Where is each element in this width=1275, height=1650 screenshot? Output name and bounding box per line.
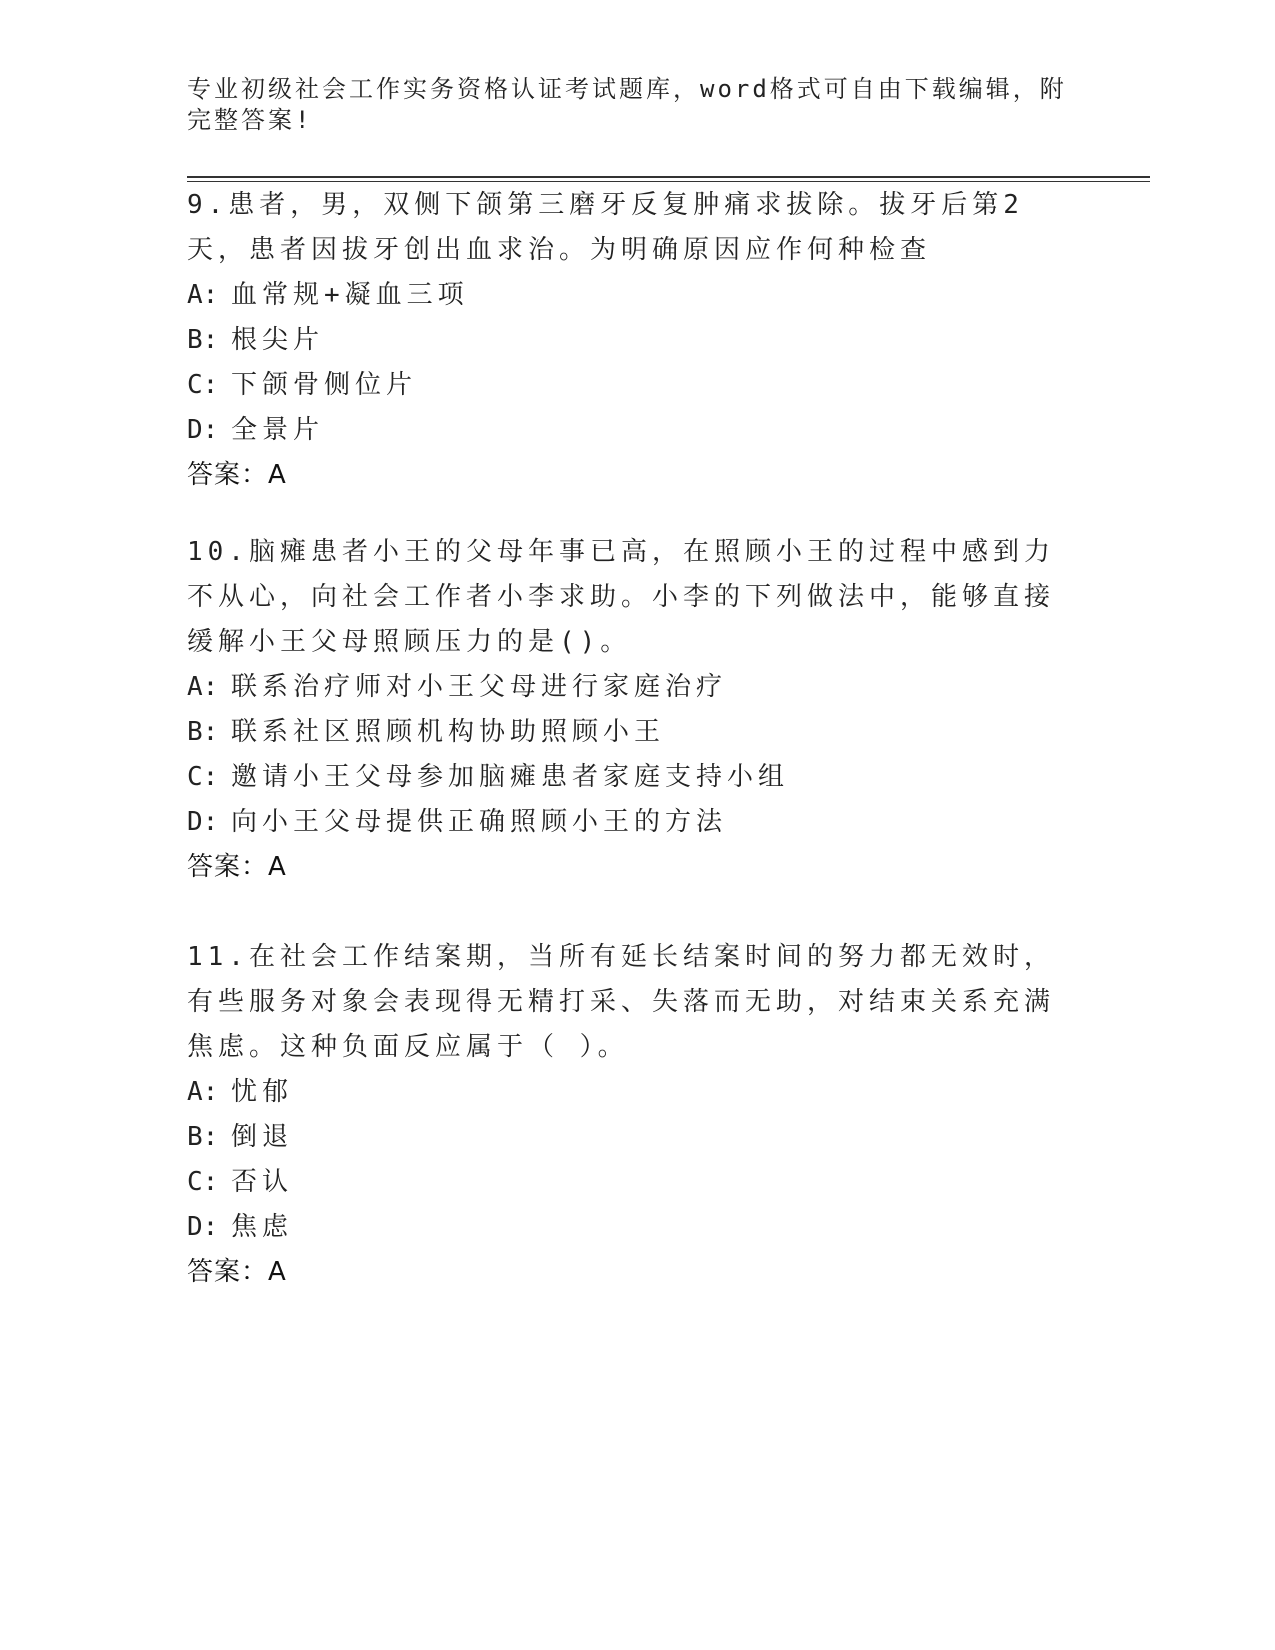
option-c xyxy=(187,363,1067,408)
option-key: D: xyxy=(187,807,219,837)
header-divider-thin xyxy=(187,181,1150,182)
question-stem: 10.脑瘫患者小王的父母年事已高，在照顾小王的过程中感到力不从心，向社会工作者小李求助。小李的下列做法中，能够直接缓解小王父母照顾压力的是()。 xyxy=(187,537,1056,657)
option-text: 倒退 xyxy=(231,1122,294,1152)
question-11 xyxy=(187,935,1067,1295)
option-key: C: xyxy=(187,1167,219,1197)
option-text: 下颌骨侧位片 xyxy=(231,370,418,400)
option-text: 向小王父母提供正确照顾小王的方法 xyxy=(231,807,728,837)
option-text: 联系治疗师对小王父母进行家庭治疗 xyxy=(231,672,728,702)
option-key: A: xyxy=(187,1077,219,1107)
option-text: 忧郁 xyxy=(231,1077,294,1107)
option-text: 焦虑 xyxy=(231,1212,294,1242)
option-key: B: xyxy=(187,717,219,747)
option-a xyxy=(187,273,1067,318)
option-key: A: xyxy=(187,280,219,310)
answer-line: 答案：A xyxy=(187,852,287,882)
option-key: B: xyxy=(187,325,219,355)
option-key: C: xyxy=(187,370,219,400)
question-9 xyxy=(187,183,1067,498)
option-key: D: xyxy=(187,415,219,445)
option-d xyxy=(187,408,1067,453)
option-text: 全景片 xyxy=(231,415,325,445)
option-text: 邀请小王父母参加脑瘫患者家庭支持小组 xyxy=(231,762,790,792)
option-b xyxy=(187,710,1067,755)
option-a xyxy=(187,665,1067,710)
answer-line: 答案：A xyxy=(187,460,287,490)
option-d xyxy=(187,800,1067,845)
option-text: 联系社区照顾机构协助照顾小王 xyxy=(231,717,666,747)
option-c xyxy=(187,1160,1067,1205)
answer-line: 答案：A xyxy=(187,1257,287,1287)
option-key: D: xyxy=(187,1212,219,1242)
option-key: A: xyxy=(187,672,219,702)
option-c xyxy=(187,755,1067,800)
option-key: C: xyxy=(187,762,219,792)
option-text: 根尖片 xyxy=(231,325,325,355)
question-10 xyxy=(187,530,1067,890)
header-divider-thick xyxy=(187,176,1150,178)
option-text: 否认 xyxy=(231,1167,294,1197)
question-stem: 9.患者，男，双侧下颌第三磨牙反复肿痛求拔除。拔牙后第2天，患者因拔牙创出血求治。为明确原因应作何种检查 xyxy=(187,190,1024,265)
option-key: B: xyxy=(187,1122,219,1152)
option-b xyxy=(187,1115,1067,1160)
option-b xyxy=(187,318,1067,363)
option-a xyxy=(187,1070,1067,1115)
question-stem: 11.在社会工作结案期，当所有延长结案时间的努力都无效时，有些服务对象会表现得无精打采、失落而无助，对结束关系充满焦虑。这种负面反应属于（ ）。 xyxy=(187,942,1056,1062)
option-text: 血常规+凝血三项 xyxy=(231,280,469,310)
option-d xyxy=(187,1205,1067,1250)
document-header: 专业初级社会工作实务资格认证考试题库，word格式可自由下载编辑，附完整答案! xyxy=(187,75,1067,134)
